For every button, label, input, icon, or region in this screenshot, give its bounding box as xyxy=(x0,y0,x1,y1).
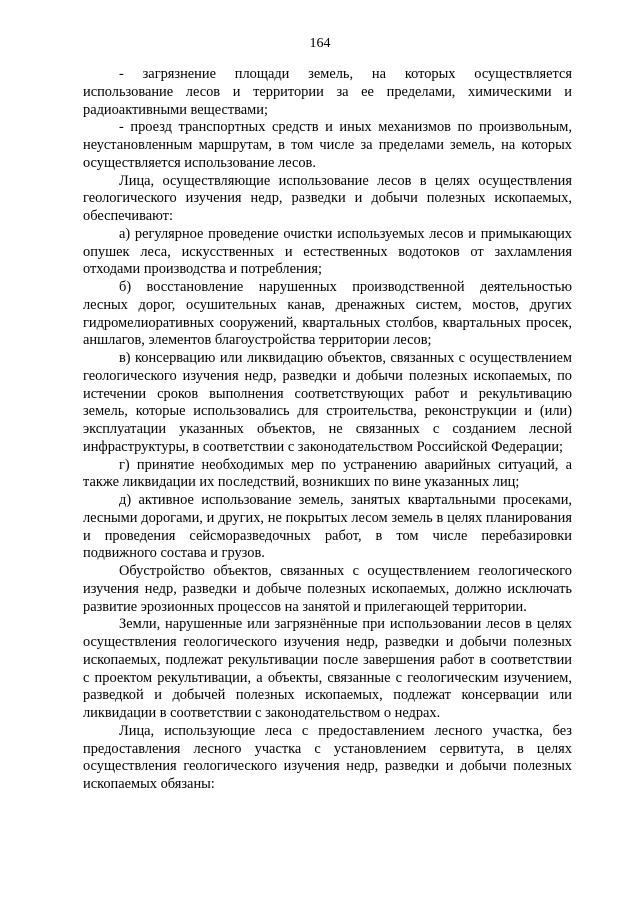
paragraph-item-a: а) регулярное проведение очистки используемых лесов и примыкающих опушек леса, искусственных и естественных водотоков от захламления отходами производства и потребления; xyxy=(83,225,572,278)
paragraph-duties-intro: Лица, использующие леса с предоставлением лесного участка, без предоставления лесного участка с установлением сервитута, в целях осуществления геологического изучения недр, разведки и добычи полезных ископаемых обязаны: xyxy=(83,722,572,792)
paragraph-item-d: д) активное использование земель, занятых квартальными просеками, лесными дорогами, и других, не покрытых лесом земель в целях планирования и проведения сейсморазведочных работ, в том числе перебазировки подвижного состава и грузов. xyxy=(83,492,572,562)
page-number: 164 xyxy=(309,36,331,51)
paragraph-pollution-ban: - загрязнение площади земель, на которых осуществляется использование лесов и территории за ее пределами, химическими и радиоактивными веществами; xyxy=(83,66,572,118)
paragraph-reclamation: Земли, нарушенные или загрязнённые при использовании лесов в целях осуществления геологического изучения недр, разведки и добычи полезных ископаемых, подлежат рекультивации после завершения работ в соответствии с проектом рекультивации, а объекты, связанные с геологическим изучением, разведкой и добычей полезных ископаемых, подлежат консервации или ликвидации в соответствии с законодательством о недрах. xyxy=(83,616,572,721)
paragraph-item-g: г) принятие необходимых мер по устранению аварийных ситуаций, а также ликвидации их последствий, возникших по вине указанных лиц; xyxy=(83,456,572,491)
paragraph-vehicle-ban: - проезд транспортных средств и иных механизмов по произвольным, неустановленным маршрутам, в том числе за пределами земель, на которых осуществляется использование лесов. xyxy=(83,119,572,171)
paragraph-item-v: в) консервацию или ликвидацию объектов, связанных с осуществлением геологического изучения недр, разведки и добычи полезных ископаемых, по истечении сроков выполнения соответствующих работ и рекультивацию земель, которые использовались для строительства, реконструкции и (или) эксплуатации указанных объектов, не связанных с созданием лесной инфраструктуры, в соответствии с законодательством Российской Федерации; xyxy=(83,350,572,455)
document-body xyxy=(83,66,572,794)
paragraph-item-b: б) восстановление нарушенных производственной деятельностью лесных дорог, осушительных канав, дренажных систем, мостов, других гидромелиоративных сооружений, квартальных столбов, квартальных просек, аншлагов, элементов благоустройства территории лесов; xyxy=(83,279,572,349)
paragraph-obligations-intro: Лица, осуществляющие использование лесов в целях осуществления геологического изучения недр, разведки и добычи полезных ископаемых, обеспечивают: xyxy=(83,172,572,224)
paragraph-facilities: Обустройство объектов, связанных с осуществлением геологического изучения недр, разведки и добыче полезных ископаемых, должно исключать развитие эрозионных процессов на занятой и прилегающей территории. xyxy=(83,563,572,615)
